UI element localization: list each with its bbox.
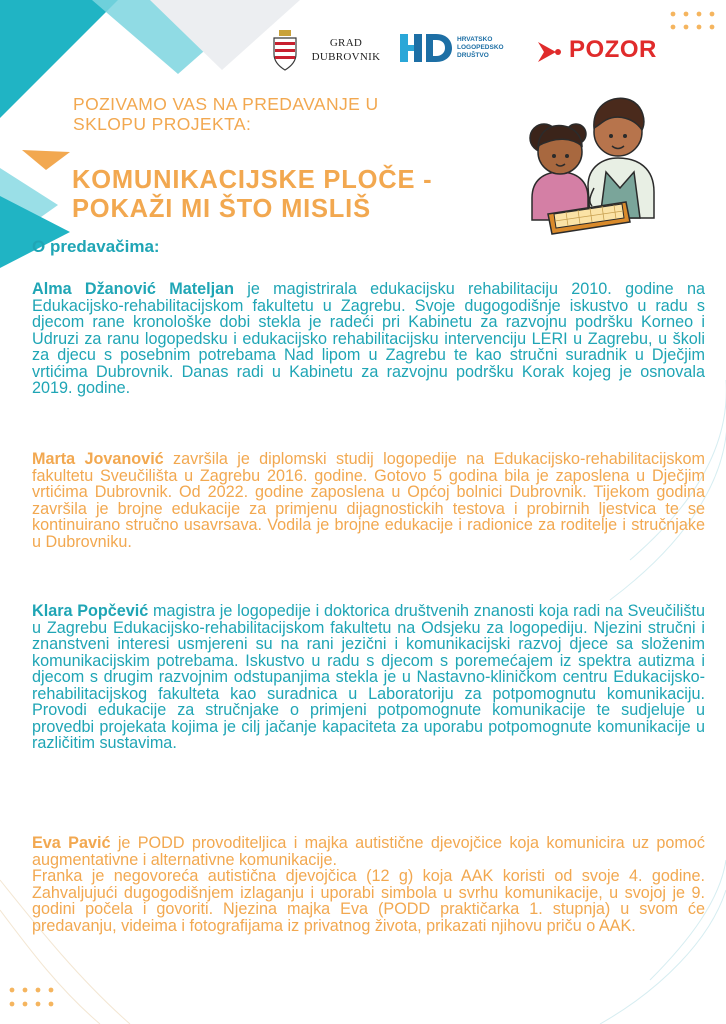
speaker-bio-alma (32, 281, 705, 397)
deco-orange-triangle-left (22, 150, 70, 170)
speaker-bio-text: završila je diplomski studij logopedije na Edukacijsko-rehabilitacijskom fakultetu Sveučilišta u Zagrebu 2016. godine. Gotovo 5 godina bila je zaposlena u Dječjim vrtićima Dubrovnik. Od 2022. godine zaposlena u Općoj bolnici Dubrovnik. Tijekom godina završila je brojne edukacije za primjenu dijagnostickih testova i probirnih ljestvica te se kontinuirano stručno usavrsava. Vodila je brojne edukacije i radionice za roditelje i stručnjake u Dubrovniku. (32, 450, 706, 551)
girl-figure (530, 124, 588, 220)
speaker-name: Alma Džanović Mateljan (32, 280, 234, 298)
speaker-name: Klara Popčević (32, 602, 149, 620)
pozor-wordmark: POZOR (569, 36, 657, 63)
speaker-bio-extra-text: Franka je negovoreća autistična djevojčica (12 g) koja AAK koristi od svoje 4. godine. Zahvaljujući dugogodišnjem izlaganju i uporabi simbola u svrhu komunikacije, u svojoj je 9. godini počela i govoriti. Njezina majka Eva (PODD praktičarka 1. stupnja) u svom će predavanju, videima i fotografijama iz privatnog života, prikazati njihovu priču o AAK. (32, 867, 705, 935)
speaker-bio-eva (32, 835, 705, 934)
dubrovnik-line: DUBROVNIK (311, 51, 381, 63)
logo-grad-dubrovnik (270, 28, 380, 72)
pozor-arrow-icon (536, 38, 564, 66)
invitation-line-2: SKLOPU PROJEKTA: (73, 114, 252, 134)
logo-hrvatsko-logopedsko-drustvo (398, 30, 528, 70)
hld-wordmark (457, 36, 537, 60)
speaker-bio-text: je magistrirala edukacijsku rehabilitaciju 2010. godine na Edukacijsko-rehabilitacijskom fakultetu u Zagrebu. Svoje dugogodišnje iskustvo u radu s djecom rane kronološke dobi stekla je radeći pri Kabinetu za razvojnu podršku Korneo i Udruzi za ranu logopedsku i edukacijsko rehabilitacijsku intervenciju LERI u Zagrebu, u školi za djecu s posebnim potrebama Nad lipom u Zagrebu te kao stručni suradnik u Dječjim vrtićima Dubrovnik. Danas radi u Kabinetu za razvojnu podršku Korak kojeg je osnovala 2019. godine. (32, 280, 705, 397)
event-title-line-2: POKAŽI MI ŠTO MISLIŠ (72, 195, 371, 223)
boy-figure (588, 98, 654, 218)
speaker-name: Eva Pavić (32, 834, 111, 852)
event-title (72, 166, 492, 224)
children-with-tablet-illustration (514, 88, 670, 238)
dubrovnik-coat-of-arms-icon (270, 28, 300, 72)
deco-dots-top-right (671, 12, 715, 30)
speaker-bio-klara (32, 603, 705, 752)
grad-dubrovnik-wordmark (306, 36, 386, 64)
hld-line-2: LOGOPEDSKO (457, 44, 504, 51)
invitation-text (73, 94, 493, 134)
speaker-bio-text: je PODD provoditeljica i majka autistične djevojčice koja komunicira uz pomoć augmentativne i alternativne komunikacije. (32, 834, 705, 869)
event-title-line-1: KOMUNIKACIJSKE PLOČE - (72, 166, 433, 194)
logo-pozor (536, 32, 676, 68)
speaker-name: Marta Jovanović (32, 450, 164, 468)
hld-line-1: HRVATSKO (457, 36, 493, 43)
hld-line-3: DRUŠTVO (457, 52, 489, 59)
grad-line: GRAD (329, 37, 363, 49)
deco-dots-bottom-left (10, 988, 54, 1007)
section-title-speakers: O predavačima: (32, 237, 160, 256)
hld-monogram-icon (398, 30, 454, 66)
speaker-bio-text: magistra je logopedije i doktorica društvenih znanosti koja radi na Sveučilištu u Zagrebu Edukacijsko-rehabilitacijskom fakultetu na Odsjeku za logopediju. Njezini stručni i znanstveni interesi usmjereni su na rani jezični i komunikacijski razvoj djece sa složenim komunikacijskim potrebama. Iskustvo u radu s djecom s poremećajem iz spektra autizma i djecom s drugim razvojnim odstupanjima stekla je u Nastavno-kliničkom centru Edukacijsko-rehabilitacijskog fakulteta kao suradnica u Laboratoriju za potpomognutu komunikaciju. Provodi edukacije za stručnjake o primjeni potpomognute komunikacije te sudjeluje u provedbi projekata kojima je cilj jačanje kapaciteta za uporabu potpomognute komunikacije u različitim sustavima. (32, 602, 705, 752)
partner-logos (270, 28, 710, 72)
speaker-bio-marta (32, 451, 705, 550)
invitation-line-1: POZIVAMO VAS NA PREDAVANJE U (73, 94, 379, 114)
